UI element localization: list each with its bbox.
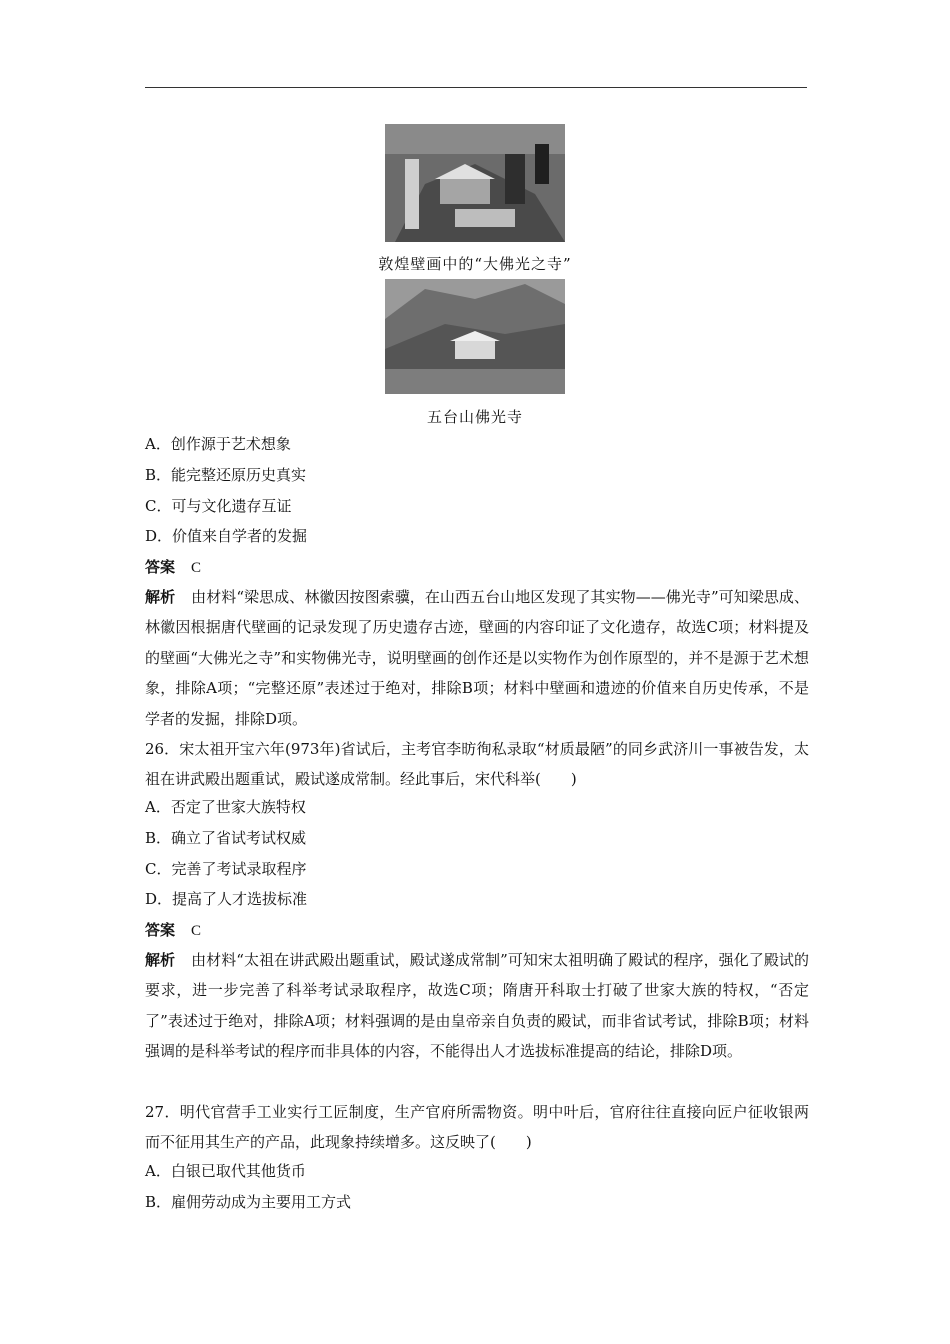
analysis-text: 由材料“梁思成、林徽因按图索骥，在山西五台山地区发现了其实物——佛光寺”可知梁思成、林徽因根据唐代壁画的记录发现了历史遗存古迹，壁画的内容印证了文化遗存，故选C项；材料提及的壁画“大佛光之寺”和实物佛光寺，说明壁画的创作还是以实物作为创作原型的，并不是源于艺术想象，排除A项；“完整还原”表述过于绝对，排除B项；材料中壁画和遗迹的价值来自历史传承，不是学者的发掘，排除D项。 xyxy=(145,588,809,728)
analysis-label: 解析 xyxy=(145,951,176,969)
q25-option-b: B．能完整还原历史真实 xyxy=(145,466,307,484)
q25-option-d: D．价值来自学者的发掘 xyxy=(145,527,308,545)
dunhuang-mural-image xyxy=(385,124,565,242)
q26-answer xyxy=(145,920,201,941)
q26-option-a: A．否定了世家大族特权 xyxy=(145,798,306,816)
q25-option-a: A．创作源于艺术想象 xyxy=(145,435,291,453)
question-text: 27．明代官营手工业实行工匠制度，生产官府所需物资。明中叶后，官府往往直接向匠户征收银两而不征用其生产的产品，此现象持续增多。这反映了( ) xyxy=(145,1103,809,1152)
answer-value: C xyxy=(191,560,202,576)
q25-answer xyxy=(145,557,201,578)
q25-analysis xyxy=(145,582,809,734)
analysis-text: 由材料“太祖在讲武殿出题重试，殿试遂成常制”可知宋太祖明确了殿试的程序，强化了殿试的要求，进一步完善了科举考试录取程序，故选C项；隋唐开科取士打破了世家大族的特权，“否定了”表述过于绝对，排除A项；材料强调的是由皇帝亲自负责的殿试，而非省试考试，排除B项；材料强调的是科举考试的程序而非具体的内容，不能得出人才选拔标准提高的结论，排除D项。 xyxy=(145,951,809,1061)
q26-option-b: B．确立了省试考试权威 xyxy=(145,829,307,847)
foguang-temple-photo xyxy=(385,279,565,394)
q27-option-a: A．白银已取代其他货币 xyxy=(145,1162,306,1180)
mural-image-icon xyxy=(385,124,565,242)
q26-option-c: C．完善了考试录取程序 xyxy=(145,860,307,878)
answer-value: C xyxy=(191,923,202,939)
header-rule xyxy=(145,87,807,88)
answer-label: 答案 xyxy=(145,558,176,576)
question-text: 26．宋太祖开宝六年(973年)省试后，主考官李昉徇私录取“材质最陋”的同乡武济川一事被告发，太祖在讲武殿出题重试，殿试遂成常制。经此事后，宋代科举( ) xyxy=(145,740,809,789)
q26-option-d: D．提高了人才选拔标准 xyxy=(145,890,308,908)
temple-photo-icon xyxy=(385,279,565,394)
analysis-label: 解析 xyxy=(145,588,176,606)
q26-stem xyxy=(145,734,809,795)
answer-label: 答案 xyxy=(145,921,176,939)
q25-option-c: C．可与文化遗存互证 xyxy=(145,497,292,515)
q27-stem xyxy=(145,1097,809,1158)
figure-caption-2: 五台山佛光寺 xyxy=(426,408,523,426)
q27-option-b: B．雇佣劳动成为主要用工方式 xyxy=(145,1193,352,1211)
q26-analysis xyxy=(145,945,809,1067)
figure-caption-1: 敦煌壁画中的“大佛光之寺” xyxy=(378,255,572,273)
